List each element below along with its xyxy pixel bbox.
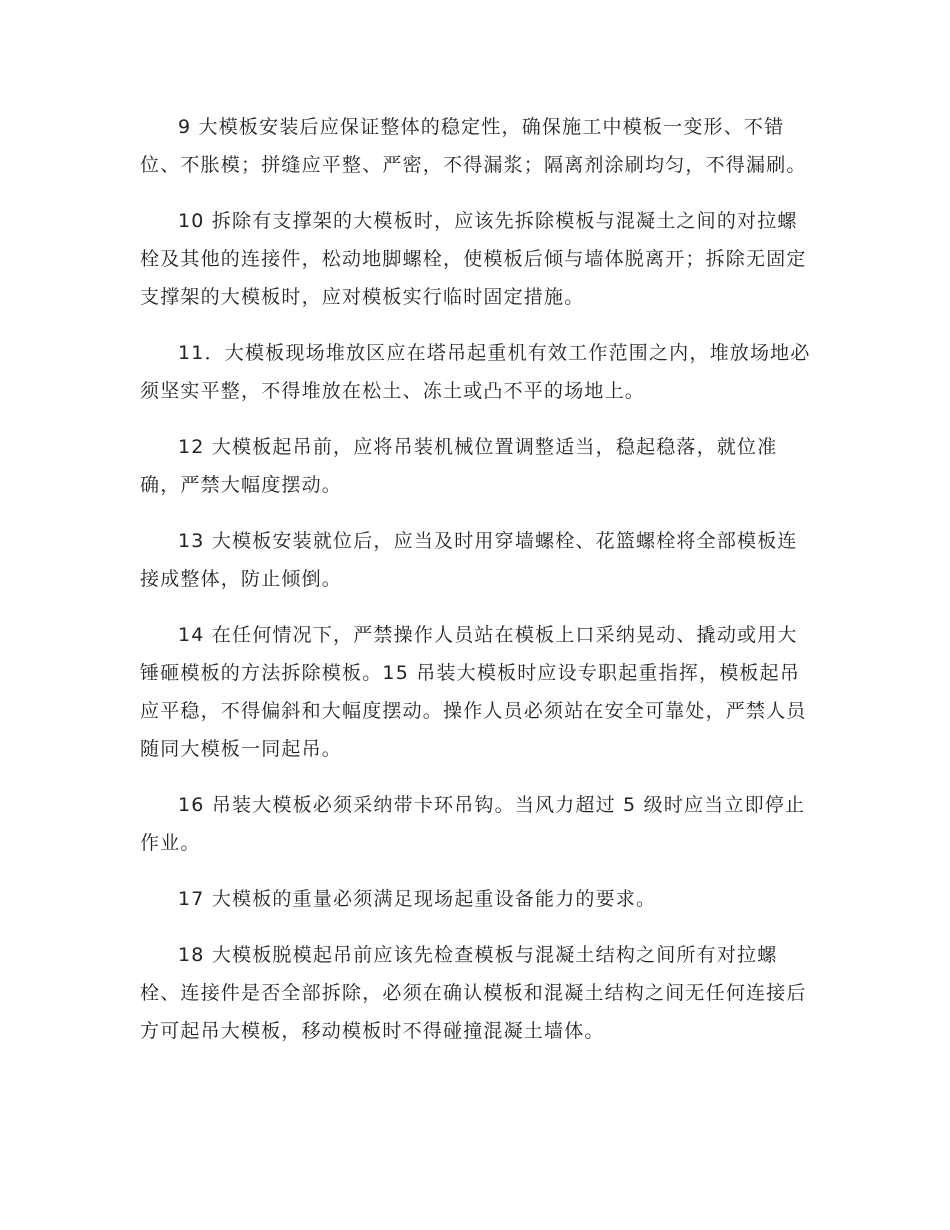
paragraph-10: 10 拆除有支撑架的大模板时，应该先拆除模板与混凝土之间的对拉螺栓及其他的连接件，松动地脚螺栓，使模板后倾与墙体脱离开；拆除无固定支撑架的大模板时，应对模板实行临时固定措施。 (140, 210, 807, 308)
paragraph-12: 12 大模板起吊前，应将吊装机械位置调整适当，稳起稳落，就位准确，严禁大幅度摆动。 (140, 436, 778, 496)
paragraph-18: 18 大模板脱模起吊前应该先检查模板与混凝土结构之间所有对拉螺栓、连接件是否全部拆除，必须在确认模板和混凝土结构之间无任何连接后方可起吊大模板，移动模板时不得碰撞混凝土墙体。 (140, 944, 807, 1042)
paragraph-9: 9 大模板安装后应保证整体的稳定性，确保施工中模板一变形、不错位、不胀模；拼缝应平整、严密，不得漏浆；隔离剂涂刷均匀，不得漏刷。 (140, 116, 807, 176)
paragraph-11: 11．大模板现场堆放区应在塔吊起重机有效工作范围之内，堆放场地必须坚实平整，不得堆放在松土、冻土或凸不平的场地上。 (140, 342, 811, 402)
paragraph-17: 17 大模板的重量必须满足现场起重设备能力的要求。 (178, 888, 657, 910)
paragraph-13: 13 大模板安装就位后，应当及时用穿墙螺栓、花篮螺栓将全部模板连接成整体，防止倾倒。 (140, 530, 798, 590)
paragraph-16: 16 吊装大模板必须采纳带卡环吊钩。当风力超过 5 级时应当立即停止作业。 (140, 794, 806, 854)
document-body (140, 108, 815, 1068)
paragraph-14-15: 14 在任何情况下，严禁操作人员站在模板上口采纳晃动、撬动或用大锤砸模板的方法拆除模板。15 吊装大模板时应设专职起重指挥，模板起吊应平稳，不得偏斜和大幅度摆动。操作人员必须站在安全可靠处，严禁人员随同大模板一同起吊。 (140, 624, 807, 760)
